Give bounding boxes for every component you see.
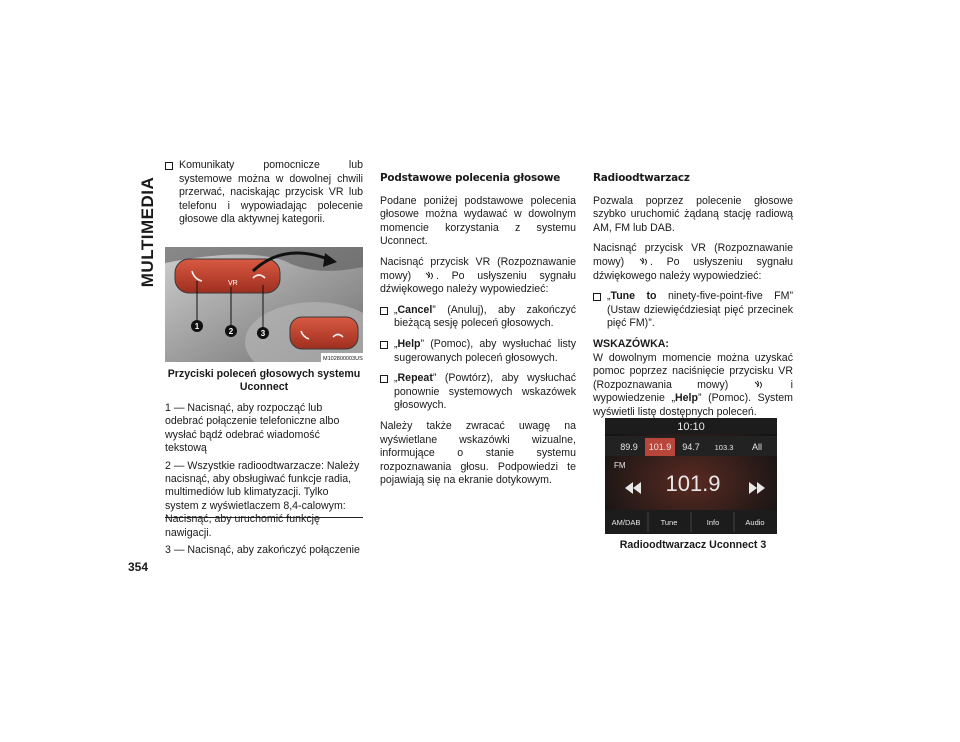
column-3 xyxy=(593,172,793,420)
command-item: „Help” (Pomoc), aby wysłuchać listy sugerowanych poleceń głosowych. xyxy=(380,338,576,365)
tip-paragraph: WSKAZÓWKA: W dowolnym momencie można uzyskać pomoc poprzez naciśnięcie przycisku VR (Rozpoznawania mowy) i wypowiedzenie „Help” (Pomoc). System wyświetli listę dostępnych poleceń. xyxy=(593,337,793,418)
vr-button-label: VR xyxy=(228,280,238,287)
command-item: „Repeat” (Powtórz), aby wysłuchać ponownie systemowych wskazówek głosowych. xyxy=(380,372,576,413)
command-item: „Cancel” (Anuluj), aby zakończyć bieżącą sesję poleceń głosowych. xyxy=(380,304,576,331)
column-2 xyxy=(380,172,576,495)
paragraph: Pozwala poprzez polecenie głosowe szybko uruchomić żądaną stację radiową AM, FM lub DAB. xyxy=(593,194,793,234)
steering-wheel-buttons-figure xyxy=(165,247,363,362)
band-label: FM xyxy=(614,461,626,470)
clock: 10:10 xyxy=(677,421,705,433)
section-title: MULTIMEDIA xyxy=(138,176,157,288)
figure-caption-2: Radioodtwarzacz Uconnect 3 xyxy=(619,539,767,551)
voice-recognition-icon xyxy=(753,380,765,390)
paragraph: Należy także zwracać uwagę na wyświetlane wskazówki wizualne, informujące o stanie systemu rozpoznawania głosu. Podpowiedzi te pojawiają się na ekranie dotykowym. xyxy=(380,419,576,487)
paragraph: Nacisnąć przycisk VR (Rozpoznawanie mowy) . Po usłyszeniu sygnału dźwiękowego należy wypowiedzieć: xyxy=(380,255,576,296)
tune-button: Tune xyxy=(660,518,678,527)
legend-divider xyxy=(165,517,363,518)
figure-caption-1: Przyciski poleceń głosowych systemu Uconnect xyxy=(167,368,361,394)
preset-4: 103.3 xyxy=(714,443,734,452)
figure-legend xyxy=(165,402,363,561)
command-item: „Tune to ninety-five-point-five FM” (Ustaw dziewięćdziesiąt pięć przecinek pięć FM)”. xyxy=(593,290,793,331)
frequency-display: 101.9 xyxy=(665,471,721,496)
all-presets: All xyxy=(751,442,763,452)
page-number: 354 xyxy=(128,560,149,574)
legend-item: 3 — Nacisnąć, aby zakończyć połączenie xyxy=(165,544,360,557)
preset-3: 94.7 xyxy=(682,442,700,452)
section-tab xyxy=(137,172,159,292)
voice-recognition-icon xyxy=(424,271,436,281)
paragraph: Podane poniżej podstawowe polecenia głosowe można wydawać w dowolnym momencie korzystania z systemu Uconnect. xyxy=(380,194,576,248)
legend-item: 1 — Nacisnąć, aby rozpocząć lub odebrać połączenie telefoniczne albo wysłać bądź odebrać wiadomość tekstową xyxy=(165,402,340,455)
paragraph: Nacisnąć przycisk VR (Rozpoznawanie mowy) . Po usłyszeniu sygnału dźwiękowego należy wypowiedzieć: xyxy=(593,242,793,282)
preset-2: 101.9 xyxy=(648,442,672,452)
bullet-item: Komunikaty pomocnicze lub systemowe można w dowolnej chwili przerwać, naciskając przycisk VR lub telefonu i wypowiadając polecenie głosowe dla aktywnej kategorii. xyxy=(165,159,363,227)
column-1 xyxy=(165,159,363,234)
voice-recognition-icon xyxy=(638,257,650,267)
section-heading: Radioodtwarzacz xyxy=(593,172,690,184)
svg-text:3: 3 xyxy=(260,329,266,338)
legend-item: 2 — Wszystkie radioodtwarzacze: Należy nacisnąć, aby obsługiwać funkcje radia, multimediów lub klimatyzacji. Tylko system z wyświetlaczem 8,4-calowym: Nacisnąć, aby uruchomić funkcję nawigacji. xyxy=(165,459,360,539)
am-dab-button: AM/DAB xyxy=(611,518,641,527)
info-button: Info xyxy=(706,518,720,527)
radio-screen-figure xyxy=(605,418,777,534)
preset-1: 89.9 xyxy=(620,442,638,452)
image-code: M102800003US xyxy=(323,356,363,362)
svg-text:2: 2 xyxy=(228,327,234,336)
audio-button: Audio xyxy=(745,518,765,527)
svg-text:1: 1 xyxy=(194,322,200,331)
section-heading: Podstawowe polecenia głosowe xyxy=(380,172,561,184)
